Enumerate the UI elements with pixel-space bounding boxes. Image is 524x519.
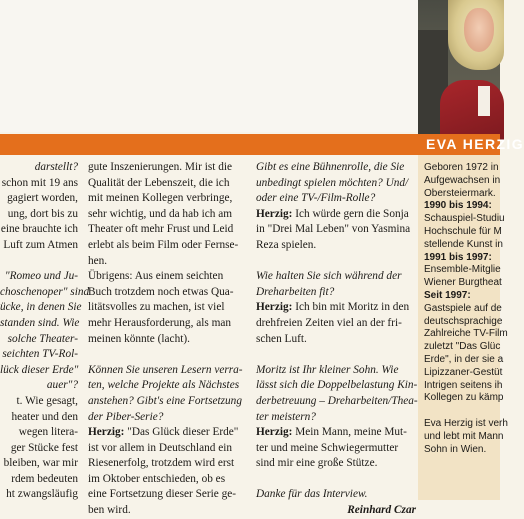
top-band [0,0,418,132]
question-line: oder eine TV-/Film-Rolle? [256,192,376,205]
paragraph-gap [256,472,416,488]
text-line: hen. [88,254,108,267]
question-line: Können Sie unseren Lesern verra- [88,363,243,376]
author-signature: Reinhard Czar [347,504,416,517]
text-line: zuletzt "Das Glüc [424,341,501,353]
question-line: der Piber-Serie? [88,410,164,423]
question-line: ten, welche Projekte als Nächstes [88,379,240,392]
date-heading: 1991 bis 1997: [424,251,492,263]
text-line: Hochschule für M [424,225,502,237]
question-line: ter meistern? [256,410,316,423]
text-line: eine Fortsetzung dieser Serie ge- [88,488,237,501]
text-line: Intrigen seitens ih [424,379,503,391]
text-line: litätsvolles zu machen, ist viel [88,301,225,314]
text-line: Reza spielen. [256,238,317,251]
question-line: solche Theater- [7,332,78,345]
answer-line: Herzig: "Das Glück dieser Erde" [88,426,239,439]
speaker-label: Herzig: [256,301,293,314]
text-line: Theater oft mehr Frust und Leid [88,223,234,236]
text-line: schon mit 19 ans [1,176,78,189]
question-line: Dreharbeiten fit? [256,285,335,298]
text-line: rdem bedeuten [11,472,78,485]
question-line: lässt sich die Doppelbelastung Kin- [256,379,418,392]
text-line: ist vor allem in Deutschland ein [88,441,233,454]
question-line: auer"? [46,379,78,392]
text-line: mehr Herausforderung, als man [88,316,232,329]
text-line: gute Inszenierungen. Mir ist die [88,161,232,173]
question-line: Danke für das Interview. [256,488,368,501]
answer-line: Herzig: Ich bin mit Moritz in den [256,301,410,314]
question-line: lück dieser Erde" [0,363,79,376]
text-line: Luft zum Atmen [3,238,78,251]
question-line: Moritz ist Ihr kleiner Sohn. Wie [256,363,399,376]
text-line: Kollegen zu kämp [424,392,504,404]
text-line: Riesenerfolg, trotzdem wird erst [88,457,235,470]
speaker-label: Herzig: [88,426,125,439]
speaker-label: Herzig: [256,207,293,220]
text-line: Wiener Burgtheat [424,277,502,289]
text-line: sehr wichtig, und da hab ich am [88,207,232,220]
text-line: im Oktober entschieden, ob es [88,472,226,485]
text-line: und lebt mit Mann [424,430,504,442]
question-line: standen sind. Wie [0,316,80,329]
text-line: eine brauchte ich [0,223,78,236]
text-line: ben wird. [88,504,131,517]
question-line: anstehen? Gibt's eine Fortsetzung [88,394,242,407]
text-line: Gastspiele auf de [424,302,502,314]
paragraph-gap [256,254,416,270]
text-line: ter und meine Schwiegermutter [256,441,399,454]
question-line: derbetreuung – Dreharbeiten/Thea- [256,394,418,407]
question-line: Gibt es eine Bühnenrolle, die Sie [256,161,405,173]
answer-line: Herzig: Ich würde gern die Sonja [256,207,409,220]
text-line: Schauspiel-Studiu [424,213,505,225]
text-line: Obersteiermark. [424,187,496,199]
text-column-2 [88,160,248,519]
text-line: ht zwangsläufig [6,488,78,501]
text-line: mit meinen Kollegen verbringe, [88,192,233,205]
text-line: ger Stücke fest [10,441,78,454]
text-line: Qualität der Lebenszeit, die ich [88,176,230,189]
text-line: gagiert worden, [7,192,78,205]
text-line: stellende Kunst in [424,238,503,250]
text-column-1 [0,160,90,503]
text-line: Eva Herzig ist verh [424,417,508,429]
profile-name: EVA HERZIG [426,136,524,152]
question-line: seichten TV-Rol- [2,348,78,361]
text-line: Buch trotzdem noch etwas Qua- [88,285,234,298]
text-line: Lipizzaner-Gestüt [424,366,503,378]
paragraph-gap [424,405,508,418]
text-line: schen Luft. [256,332,307,345]
text-line: Aufgewachsen in [424,174,501,186]
portrait-photo [418,0,500,134]
question-line: darstellt? [34,161,78,173]
text-line: Ensemble-Mitglie [424,264,501,276]
text-line: in "Drei Mal Leben" von Yasmina [256,223,411,236]
paragraph-gap [256,347,416,363]
text-line: drehfreien Zeiten viel an der fri- [256,316,402,329]
text-line: t. Wie gesagt, [16,394,78,407]
text-line: meinen könnte (lacht). [88,332,190,345]
text-line: heater und den [11,410,78,423]
text-column-3 [256,160,416,519]
bio-sidebar [418,155,508,500]
text-line: deutschsprachige [424,315,503,327]
paragraph-gap [0,254,78,270]
text-line: Zahlreiche TV-Film [424,328,508,340]
text-line: erlebt als beim Film oder Fernse- [88,238,239,251]
text-line: Erde", in der sie a [424,353,504,365]
paragraph-gap [88,347,248,363]
header-bar [0,134,524,155]
text-line: Sohn in Wien. [424,443,487,455]
text-line: Geboren 1972 in [424,162,499,173]
question-line: Wie halten Sie sich während der [256,270,402,283]
text-line: sind mir eine große Stütze. [256,457,378,470]
text-line: ung, dort bis zu [7,207,78,220]
question-line: unbedingt spielen möchten? Und/ [256,176,409,189]
date-heading: 1990 bis 1994: [424,200,492,212]
question-line: "Romeo und Ju- [4,270,78,283]
question-line: ücke, in denen Sie [0,301,82,314]
question-line: choschenoper" sind [0,285,90,298]
speaker-label: Herzig: [256,426,293,439]
text-line: wegen litera- [18,426,78,439]
text-line: bleiben, war mir [3,457,78,470]
answer-line: Herzig: Mein Mann, meine Mut- [256,426,407,439]
text-line: Übrigens: Aus einem seichten [88,270,224,283]
date-heading: Seit 1997: [424,289,471,301]
